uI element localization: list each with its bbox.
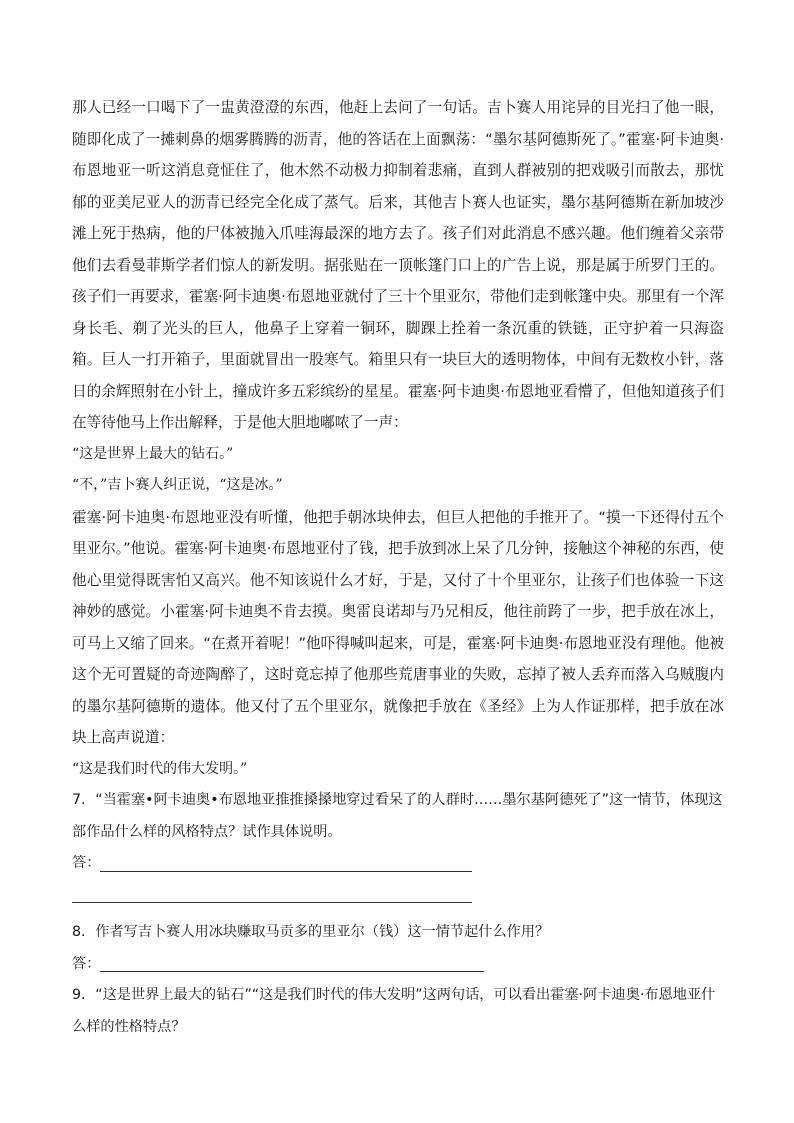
answer-row-8: [72, 949, 724, 981]
passage-paragraph-1: 那人已经一口喝下了一盅黄澄澄的东西，他赶上去问了一句话。吉卜赛人用诧异的目光扫了他一眼，随即化成了一摊刺鼻的烟雾腾腾的沥青，他的答话在上面飘荡：“墨尔基阿德斯死了。”霍塞·阿卡迪奥·布恩地亚一听这消息竟怔住了，他木然不动极力抑制着悲痛，直到人群被别的把戏吸引而散去，那忧郁的亚美尼亚人的沥青已经完全化成了蒸气。后来，其他吉卜赛人也证实，墨尔基阿德斯在新加坡沙滩上死于热病，他的尸体被抛入爪哇海最深的地方去了。孩子们对此消息不感兴趣。他们缠着父亲带他们去看曼菲斯学者们惊人的新发明。据张贴在一顶帐篷门口上的广告上说，那是属于所罗门王的。孩子们一再要求，霍塞·阿卡迪奥·布恩地亚就付了三十个里亚尔，带他们走到帐篷中央。那里有一个浑身长毛、剃了光头的巨人，他鼻子上穿着一铜环，脚踝上拴着一条沉重的铁链，正守护着一只海盗箱。巨人一打开箱子，里面就冒出一股寒气。箱里只有一块巨大的透明物体，中间有无数枚小针，落日的余辉照射在小针上，撞成许多五彩缤纷的星星。霍塞·阿卡迪奥·布恩地亚看懵了，但他知道孩子们在等待他马上作出解释，于是他大胆地嘟哝了一声：: [72, 99, 724, 431]
answer-label-8: 答：: [72, 955, 101, 972]
answer-label-7: 答：: [72, 855, 101, 871]
question-8: 8．作者写吉卜赛人用冰块赚取马贡多的里亚尔（钱）这一情节起什么作用？: [72, 924, 550, 940]
answer-line-8[interactable]: [100, 971, 484, 972]
answer-line-7b[interactable]: [72, 902, 472, 903]
quote-diamond: “这是世界上最大的钻石。”: [72, 445, 234, 462]
answer-row-7b: [72, 880, 724, 912]
quote-ice: “不，”吉卜赛人纠正说，“这是冰。”: [72, 477, 283, 493]
answer-line-7a[interactable]: [100, 871, 472, 872]
document-page: [72, 92, 724, 1043]
answer-row-7a: [72, 848, 724, 880]
quote-invention: “这是我们时代的伟大发明。”: [72, 760, 248, 777]
question-7: 7．“当霍塞•阿卡迪奥•布恩地亚推推搡搡地穿过看呆了的人群时……墨尔基阿德死了”这一情节，体现这部作品什么样的风格特点？试作具体说明。: [72, 792, 723, 840]
passage-paragraph-2: 霍塞·阿卡迪奥·布恩地亚没有听懂，他把手朝冰块伸去，但巨人把他的手推开了。“摸一下还得付五个里亚尔。”他说。霍塞·阿卡迪奥·布恩地亚付了钱，把手放到冰上呆了几分钟，接触这个神秘的东西，使他心里觉得既害怕又高兴。他不知该说什么才好，于是，又付了十个里亚尔，让孩子们也体验一下这神妙的感觉。小霍塞·阿卡迪奥不肯去摸。奥雷良诺却与乃兄相反，他往前跨了一步，把手放在冰上，可马上又缩了回来。“在煮开着呢！”他吓得喊叫起来，可是，霍塞·阿卡迪奥·布恩地亚没有理他。他被这个无可置疑的奇迹陶醉了，这时竟忘掉了他那些荒唐事业的失败，忘掉了被人丢弃而落入乌贼腹内的墨尔基阿德斯的遗体。他又付了五个里亚尔，就像把手放在《圣经》上为人作证那样，把手放在冰块上高声说道：: [72, 508, 724, 746]
question-9: 9．“这是世界上最大的钻石”“这是我们时代的伟大发明”这两句话，可以看出霍塞·阿卡迪奥·布恩地亚什么样的性格特点？: [72, 987, 716, 1035]
